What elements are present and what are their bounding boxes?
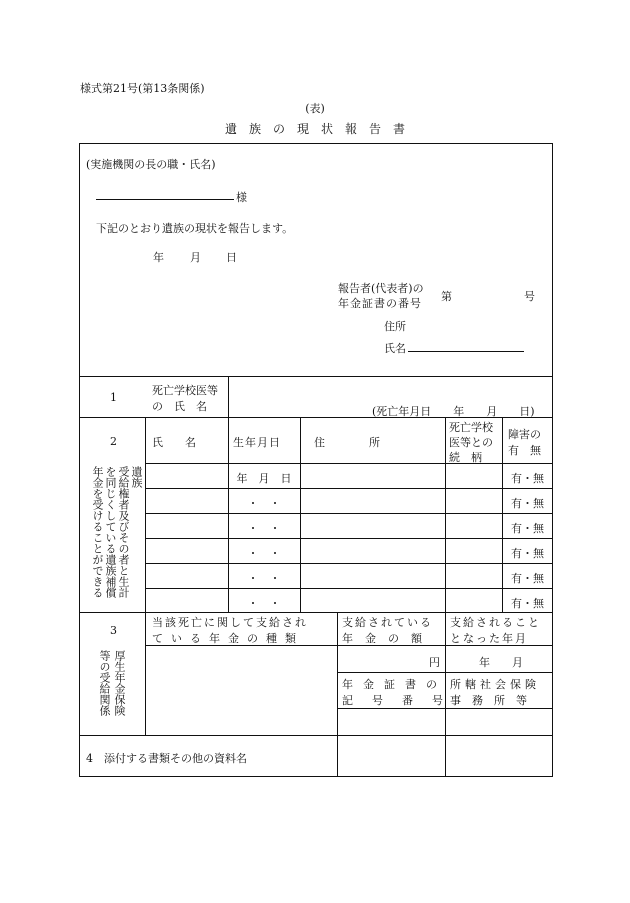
cert-label-2: 記号番号 [342,694,462,707]
row-disability[interactable]: 有・無 [511,497,544,510]
sec2-side-label-a: 遺族 [130,466,143,488]
row-birth[interactable]: ・ ・ [247,572,281,585]
reporter-label-1: 報告者(代表者)の [338,282,424,295]
col-birth: 生年月日 [233,436,281,449]
sec3-side-label-a: 厚生年金保険 [113,650,126,716]
sec2-row-line [145,588,553,589]
name-underline[interactable] [408,351,524,352]
sec1-number: 1 [110,391,117,404]
col-pension-type-1: 当該死亡に関して支給され [152,616,308,629]
page-title: 遺 族 の 現 状 報 告 書 [224,122,405,136]
sec2-number: 2 [110,435,117,448]
sec2-side-label-b: 受給権者及びその者と生計 [117,466,130,598]
address-label: 住所 [384,320,406,333]
col-disability-2: 有 無 [508,444,541,457]
row-disability[interactable]: 有・無 [511,572,544,585]
row-disability[interactable]: 有・無 [511,522,544,535]
sec1-label-2: の 氏 名 [152,400,207,413]
addressee-label: (実施機関の長の職・氏名) [86,158,216,171]
date-year: 年 [153,251,164,264]
sec2-row-line [145,513,553,514]
row-disability[interactable]: 有・無 [511,472,544,485]
honorific: 様 [236,191,247,204]
col-amount-1: 支給されている [342,616,433,629]
frame-top [79,143,553,144]
sec2-row-line [145,563,553,564]
row-birth[interactable]: ・ ・ [247,597,281,610]
col-relation-1: 死亡学校 [449,421,493,434]
frame-right [552,143,553,777]
sec2-header-line [145,463,553,464]
col-relation-3: 続 柄 [449,451,482,464]
amount-yen[interactable]: 円 [429,656,440,669]
col-address: 住 所 [314,436,380,449]
sec3-number: 3 [110,624,117,637]
frame-bottom [79,776,553,777]
sec2-row-line [145,488,553,489]
office-label-2: 事務所等 [450,694,538,707]
sec3-row-line [337,672,553,673]
col-start-2: となった年月 [450,632,528,645]
col-disability-1: 障害の [508,428,541,441]
date-month: 月 [190,251,201,264]
death-date: (死亡年月日 年 月 日) [372,405,535,418]
start-year-month[interactable]: 年 月 [479,656,523,669]
sec3-row-line [337,708,553,709]
pension-no-prefix: 第 [441,290,452,303]
col-amount-2: 年金の額 [342,632,434,645]
sec3-side-label-b: 等の受給関係 [98,650,111,716]
name-label: 氏名 [384,342,406,355]
sec3-col-line [337,612,338,777]
sec2-side-label-d: 年金を受けることができる [91,466,104,598]
col-pension-type-2: ている年金の種類 [152,632,304,645]
col-relation-2: 医等との [449,436,493,449]
sec2-row-line [145,538,553,539]
sec1-divider [228,376,229,417]
sec2-col-line [300,417,301,613]
row-disability[interactable]: 有・無 [511,597,544,610]
form-number: 様式第21号(第13条関係) [80,82,205,95]
sec2-col-line [145,417,146,613]
row-birth[interactable]: ・ ・ [247,547,281,560]
divider-sec4 [79,735,553,736]
intro-text: 下記のとおり遺族の現状を報告します。 [96,222,294,235]
pension-no-suffix: 号 [524,290,535,303]
sec4-label: 4 添付する書類その他の資料名 [86,752,247,765]
col-name: 氏 名 [152,436,196,449]
form-side: (表) [305,102,325,115]
sec2-col-line [445,417,446,613]
col-start-1: 支給されること [450,616,541,629]
office-label-1: 所轄社会保険 [450,678,540,691]
reporter-label-2: 年金証書の番号 [338,297,422,310]
row-birth[interactable]: 年 月 日 [236,472,292,485]
sec2-side-label-c: を同じくしている遺族補償 [104,466,117,598]
row-disability[interactable]: 有・無 [511,547,544,560]
sec1-label-1: 死亡学校医等 [152,384,218,397]
addressee-underline[interactable] [96,199,234,200]
divider-sec1 [79,376,553,377]
row-birth[interactable]: ・ ・ [247,522,281,535]
frame-left [79,143,80,777]
sec3-col-line [145,612,146,736]
date-day: 日 [226,251,237,264]
row-birth[interactable]: ・ ・ [247,497,281,510]
divider-sec3 [79,612,553,613]
cert-label-1: 年金証書の [342,678,447,691]
